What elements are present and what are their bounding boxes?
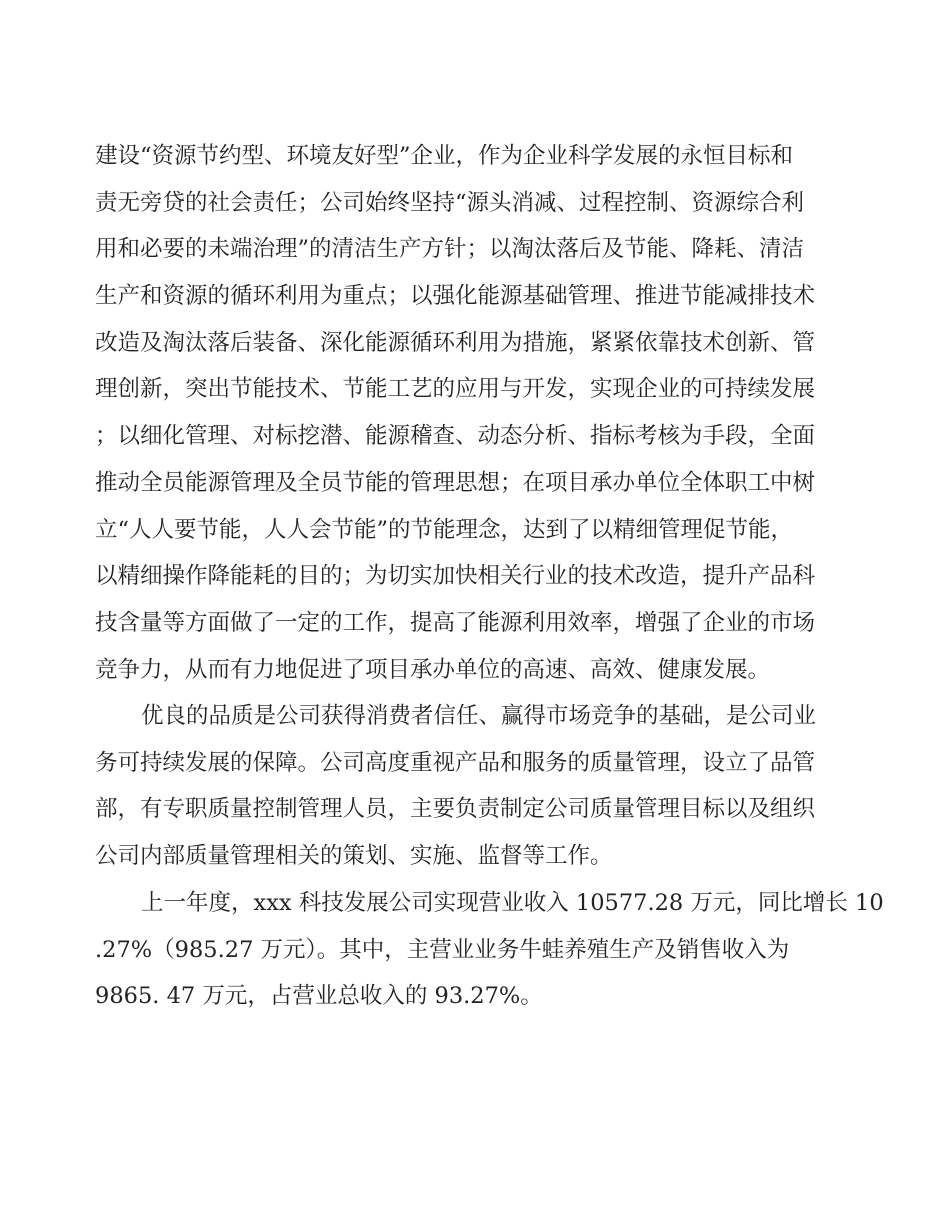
paragraph-energy-policy: [95, 133, 855, 693]
paragraph-line: 生产和资源的循环利用为重点；以强化能源基础管理、推进节能减排技术: [95, 283, 816, 310]
paragraph-line: 公司内部质量管理相关的策划、实施、监督等工作。: [95, 843, 613, 870]
paragraph-line: 上一年度，xxx 科技发展公司实现营业收入 10577.28 万元，同比增长 10: [141, 890, 884, 916]
paragraph-line: 技含量等方面做了一定的工作，提高了能源利用效率，增强了企业的市场: [95, 609, 816, 636]
paragraph-revenue: [95, 880, 884, 1020]
paragraph-line: 推动全员能源管理及全员节能的管理思想；在项目承办单位全体职工中树: [95, 469, 816, 496]
paragraph-line: 竞争力，从而有力地促进了项目承办单位的高速、高效、健康发展。: [95, 656, 771, 683]
paragraph-line: 立“人人要节能，人人会节能”的节能理念，达到了以精细管理促节能，: [95, 516, 794, 543]
paragraph-line: 责无旁贷的社会责任；公司始终坚持“源头消减、过程控制、资源综合利: [95, 189, 805, 216]
paragraph-line: 用和必要的未端治理”的清洁生产方针；以淘汰落后及节能、降耗、清洁: [95, 236, 805, 263]
paragraph-line: 务可持续发展的保障。公司高度重视产品和服务的质量管理，设立了品管: [95, 749, 816, 776]
paragraph-line: 部，有专职质量控制管理人员，主要负责制定公司质量管理目标以及组织: [95, 796, 816, 823]
paragraph-line: 优良的品质是公司获得消费者信任、赢得市场竞争的基础，是公司业: [141, 703, 817, 729]
paragraph-line: .27%（985.27 万元）。其中，主营业业务牛蛙养殖生产及销售收入为: [95, 936, 790, 963]
paragraph-line: ；以细化管理、对标挖潜、能源稽查、动态分析、指标考核为手段，全面: [95, 423, 816, 450]
paragraph-line: 改造及淘汰落后装备、深化能源循环利用为措施，紧紧依靠技术创新、管: [95, 329, 816, 356]
paragraph-line: 建设“资源节约型、环境友好型”企业，作为企业科学发展的永恒目标和: [95, 143, 794, 169]
paragraph-quality-management: [95, 693, 855, 880]
paragraph-line: 理创新，突出节能技术、节能工艺的应用与开发，实现企业的可持续发展: [95, 376, 816, 403]
paragraph-line: 以精细操作降能耗的目的；为切实加快相关行业的技术改造，提升产品科: [95, 563, 816, 590]
paragraph-line: 9865. 47 万元，占营业总收入的 93.27%。: [95, 983, 543, 1010]
